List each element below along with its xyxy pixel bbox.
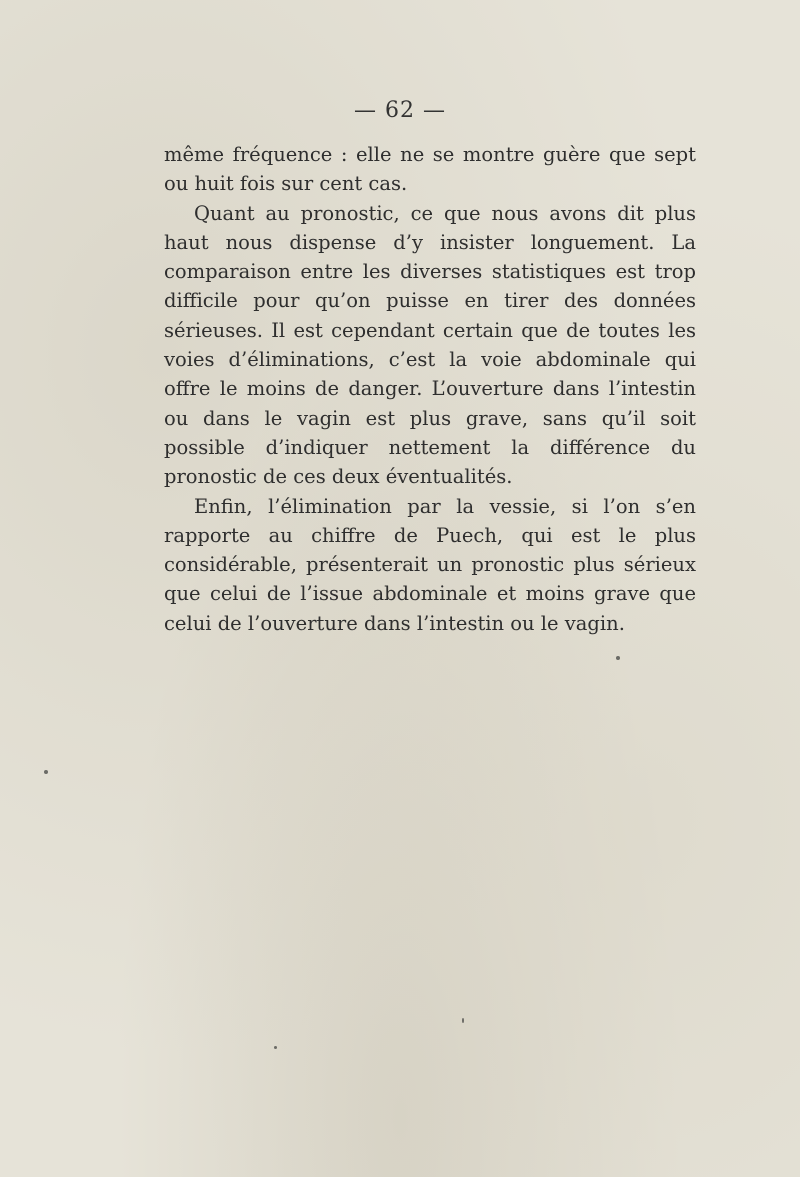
- paper-speck: [462, 1018, 464, 1023]
- paragraph-elimination: Enfin, l’élimination par la vessie, si l’on s’en rapporte au chiffre de Puech, qui est le plus considérable, présenterait un pronostic plus sérieux que celui de l’issue abdominale et moins grave que celui de l’ouverture dans l’intestin ou le vagin.: [164, 494, 696, 635]
- paper-speck: [44, 770, 48, 774]
- paper-speck: [616, 656, 620, 660]
- paper-speck: [274, 1046, 277, 1049]
- paragraph-continuation: même fréquence : elle ne se montre guère que sept ou huit fois sur cent cas.: [164, 143, 696, 196]
- page-number: — 62 —: [354, 98, 446, 123]
- paragraph-pronostic: Quant au pronostic, ce que nous avons dit plus haut nous dispense d’y insister longuement. La comparaison entre les diverses statistiques est trop difficile pour qu’on puisse en tirer des données sérieuses. Il est cependant certain que de toutes les voies d’éliminations, c’est la voie abdominale qui offre le moins de danger. L’ouverture dans l’intestin ou dans le vagin est plus grave, sans qu’il soit possible d’indiquer nettement la différence du pronostic de ces deux éventualités.: [164, 201, 696, 489]
- body-text: [164, 140, 696, 638]
